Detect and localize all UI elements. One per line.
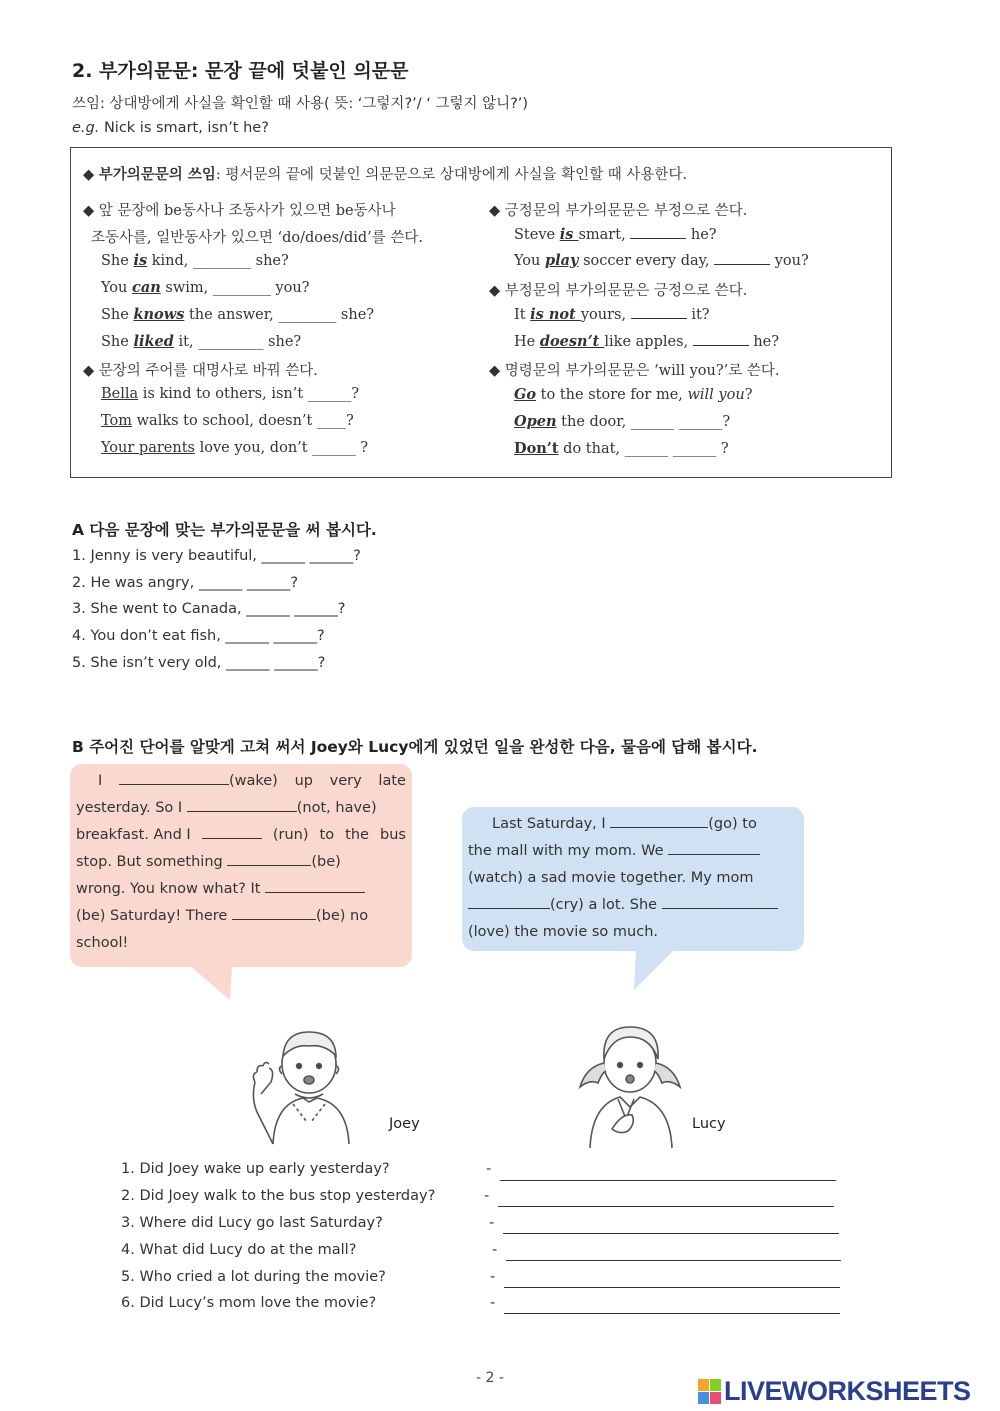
- blank-input[interactable]: [668, 842, 760, 855]
- lucy-illustration: [572, 1015, 690, 1150]
- question-4: 4. What did Lucy do at the mall?: [121, 1242, 357, 1258]
- lucy-label: Lucy: [692, 1116, 726, 1132]
- section-title: 2. 부가의문문: 문장 끝에 덧붙인 의문문: [72, 60, 409, 82]
- question-1: 1. Did Joey wake up early yesterday?: [121, 1161, 390, 1177]
- question-2: 2. Did Joey walk to the bus stop yesterday?: [121, 1188, 436, 1204]
- joey-bubble-tail: [190, 966, 240, 1002]
- dash: -: [484, 1188, 490, 1204]
- blank-input[interactable]: [468, 896, 550, 909]
- question-3: 3. Where did Lucy go last Saturday?: [121, 1215, 383, 1231]
- answer-line-4[interactable]: [506, 1260, 841, 1261]
- joey-label: Joey: [389, 1116, 420, 1132]
- blank-input[interactable]: [232, 907, 316, 920]
- answer-line-3[interactable]: [503, 1233, 839, 1234]
- left-rule1-b: 조동사를, 일반동사가 있으면 ‘do/does/did’를 쓴다.: [91, 230, 423, 246]
- blank-input[interactable]: [227, 853, 311, 866]
- section-a-item[interactable]: 5. She isn’t very old, ______ ______?: [72, 655, 326, 671]
- right-rule3: ◆ 명령문의 부가의문문은 ‘will you?’로 쓴다.: [489, 363, 780, 379]
- dash: -: [490, 1295, 496, 1311]
- answer-line-5[interactable]: [504, 1287, 840, 1288]
- right-ex4: He doesn’t like apples, he?: [514, 333, 780, 350]
- grammar-box: [70, 147, 892, 478]
- left-rule2: ◆ 문장의 주어를 대명사로 바꿔 쓴다.: [83, 363, 318, 379]
- usage-text: 쓰임: 상대방에게 사실을 확인할 때 사용( 뜻: ‘그렇지?’/ ‘ 그렇지 않니?’): [72, 96, 529, 112]
- dash: -: [489, 1215, 495, 1231]
- example-line: [72, 120, 269, 136]
- question-6: 6. Did Lucy’s mom love the movie?: [121, 1295, 377, 1311]
- blank-input[interactable]: [265, 880, 365, 893]
- box-definition: ◆ 부가의문문의 쓰임: 평서문의 끝에 덧붙인 의문문으로 상대방에게 사실을 확인할 때 사용한다.: [83, 167, 688, 183]
- answer-line-6[interactable]: [504, 1313, 840, 1314]
- section-a-item[interactable]: 3. She went to Canada, ______ ______?: [72, 601, 346, 617]
- blank-input[interactable]: [662, 896, 778, 909]
- right-rule2: ◆ 부정문의 부가의문문은 긍정으로 쓴다.: [489, 283, 748, 299]
- lucy-speech-bubble: Last Saturday, I (go) to the mall with my mom. We (watch) a sad movie together. My mom (cry) a lot. She (love) the movie so much.: [462, 807, 804, 951]
- section-a-item[interactable]: 1. Jenny is very beautiful, ______ ______?: [72, 548, 361, 564]
- question-5: 5. Who cried a lot during the movie?: [121, 1269, 386, 1285]
- left-ex3: She knows the answer, ________ she?: [101, 306, 375, 323]
- right-ex6: Open the door, ______ ______?: [514, 413, 731, 430]
- example-text: Nick is smart, isn’t he?: [99, 120, 269, 136]
- answer-line-1[interactable]: [500, 1180, 836, 1181]
- brand-name: LIVEWORKSHEETS: [724, 1376, 971, 1406]
- section-a-header: A 다음 문장에 맞는 부가의문문을 써 봅시다.: [72, 521, 377, 539]
- blank-input[interactable]: [610, 815, 708, 828]
- joey-speech-bubble: I (wake) up very late yesterday. So I (not, have) breakfast. And I (run) to the bus stop. But something (be) wrong. You know what? It (be) Saturday! There (be) no school!: [70, 764, 412, 967]
- right-rule1: ◆ 긍정문의 부가의문문은 부정으로 쓴다.: [489, 203, 748, 219]
- right-ex2: You play soccer every day, you?: [514, 252, 809, 269]
- liveworksheets-icon: [698, 1379, 722, 1405]
- lucy-bubble-tail: [632, 950, 676, 992]
- right-ex7: Don’t do that, ______ ______ ?: [514, 440, 729, 457]
- left-ex7: Your parents love you, don’t ______ ?: [101, 440, 369, 456]
- joey-illustration: [245, 1018, 375, 1146]
- right-ex1: Steve is smart, he?: [514, 226, 717, 243]
- section-a-item[interactable]: 2. He was angry, ______ ______?: [72, 575, 299, 591]
- right-ex5: Go to the store for me, will you?: [514, 386, 753, 403]
- blank-input[interactable]: [202, 826, 262, 839]
- example-prefix: e.g.: [72, 120, 100, 136]
- left-rule1-a: ◆ 앞 문장에 be동사나 조동사가 있으면 be동사나: [83, 203, 396, 219]
- section-b-header: B 주어진 단어를 알맞게 고쳐 써서 Joey와 Lucy에게 있었던 일을 완성한 다음, 물음에 답해 봅시다.: [72, 738, 758, 756]
- dash: -: [492, 1242, 498, 1258]
- blank-input[interactable]: [187, 799, 297, 812]
- left-ex2: You can swim, ________ you?: [101, 279, 310, 296]
- left-ex5: Bella is kind to others, isn’t ______?: [101, 386, 360, 402]
- blank-input[interactable]: [119, 772, 229, 785]
- brand-logo: [698, 1376, 971, 1407]
- left-ex6: Tom walks to school, doesn’t ____?: [101, 413, 354, 429]
- page-number: - 2 -: [476, 1370, 504, 1386]
- left-ex1: She is kind, ________ she?: [101, 252, 289, 269]
- dash: -: [486, 1161, 492, 1177]
- answer-line-2[interactable]: [498, 1206, 834, 1207]
- left-ex4: She liked it, _________ she?: [101, 333, 302, 350]
- dash: -: [490, 1269, 496, 1285]
- right-ex3: It is not yours, it?: [514, 306, 710, 323]
- section-a-item[interactable]: 4. You don’t eat fish, ______ ______?: [72, 628, 325, 644]
